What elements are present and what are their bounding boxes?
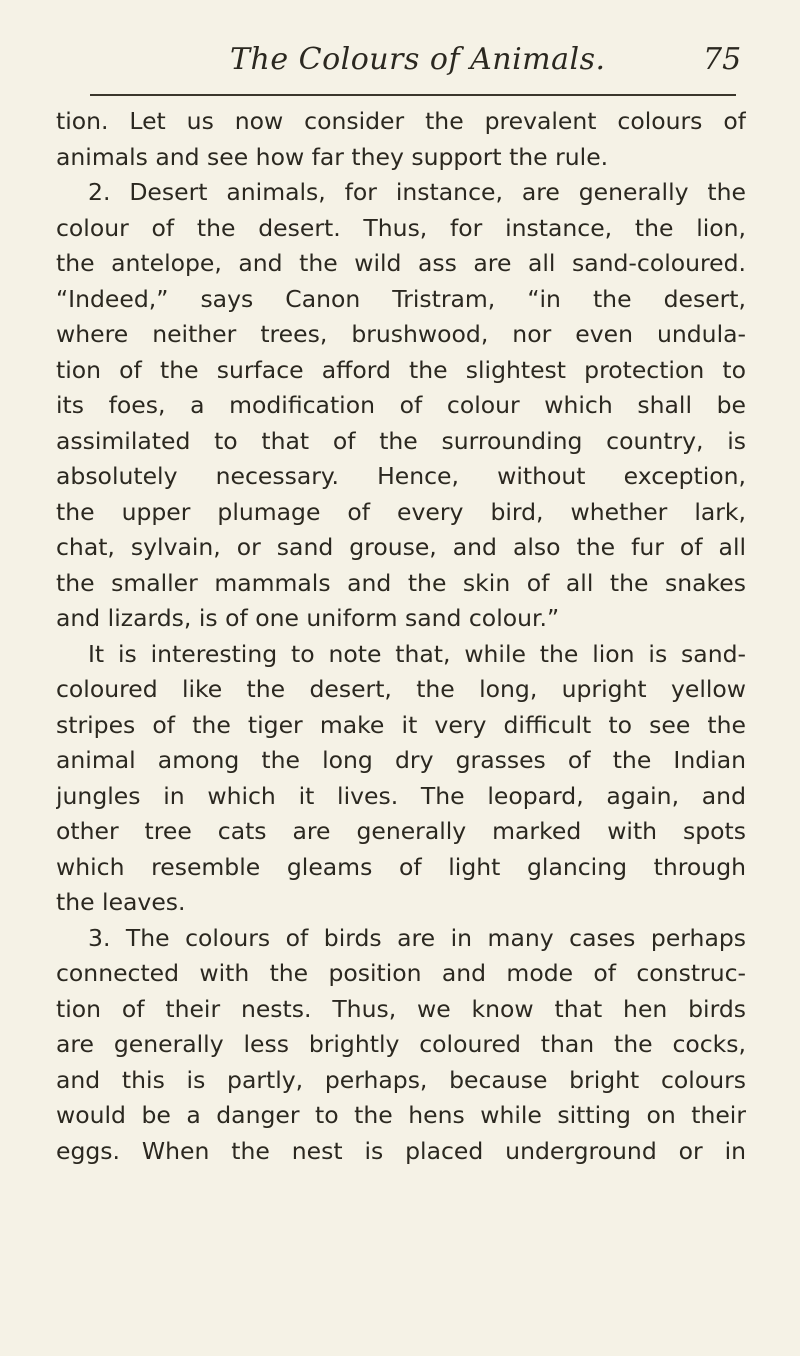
running-head	[0, 42, 800, 82]
text-line: and this is partly, perhaps, because bright colours	[56, 1065, 746, 1094]
text-line: tion. Let us now consider the prevalent colours of	[56, 107, 746, 135]
text-line: the smaller mammals and the skin of all the snakes	[56, 568, 746, 597]
text-line: stripes of the tiger make it very difficult to see the	[56, 710, 746, 739]
text-line: coloured like the desert, the long, upright yellow	[56, 675, 746, 703]
text-line: It is interesting to note that, while the lion is sand-	[88, 639, 746, 668]
text-line: the upper plumage of every bird, whether lark,	[56, 497, 746, 526]
page-number: 75	[703, 42, 742, 77]
text-line: which resemble gleams of light glancing through	[56, 852, 746, 881]
text-line: chat, sylvain, or sand grouse, and also the fur of all	[56, 533, 746, 561]
text-line: “Indeed,” says Canon Tristram, “in the desert,	[56, 284, 746, 313]
text-line: and lizards, is of one uniform sand colour.”	[56, 604, 560, 632]
text-line: connected with the position and mode of construc-	[56, 959, 746, 987]
text-line: jungles in which it lives. The leopard, again, and	[56, 781, 746, 810]
text-line: would be a danger to the hens while sitting on their	[56, 1101, 746, 1129]
text-line: 3. The colours of birds are in many cases perhaps	[88, 923, 746, 952]
text-line: eggs. When the nest is placed underground or in	[56, 1136, 746, 1165]
text-line: animals and see how far they support the rule.	[56, 142, 609, 171]
text-line: 2. Desert animals, for instance, are generally the	[88, 178, 746, 206]
text-line: where neither trees, brushwood, nor even undula-	[56, 320, 746, 348]
text-line: other tree cats are generally marked with spots	[56, 817, 746, 845]
text-line: the leaves.	[56, 888, 186, 916]
running-title: The Colours of Animals.	[230, 42, 606, 77]
text-line: animal among the long dry grasses of the Indian	[56, 746, 746, 774]
text-line: the antelope, and the wild ass are all sand-coloured.	[56, 249, 746, 277]
text-line: tion of their nests. Thus, we know that hen birds	[56, 994, 746, 1023]
text-line: tion of the surface afford the slightest protection to	[56, 355, 746, 384]
header-rule	[90, 94, 736, 96]
text-line: are generally less brightly coloured than the cocks,	[56, 1030, 746, 1058]
text-line: colour of the desert. Thus, for instance, the lion,	[56, 213, 746, 242]
body-text	[56, 104, 746, 1169]
text-line: its foes, a modification of colour which shall be	[56, 391, 746, 419]
text-line: absolutely necessary. Hence, without exception,	[56, 462, 746, 490]
text-line: assimilated to that of the surrounding country, is	[56, 426, 746, 455]
